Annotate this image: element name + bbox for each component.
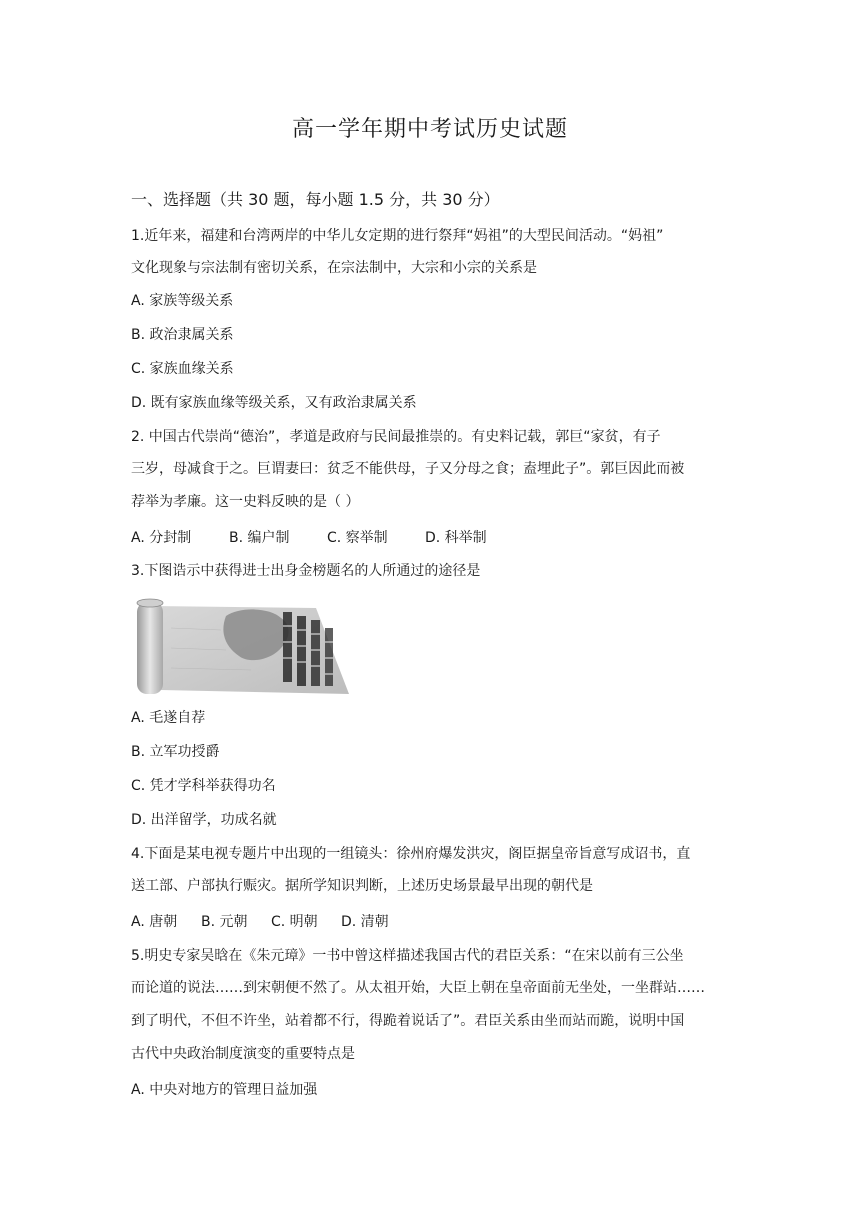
question-4-option-c: C. 明朝: [271, 914, 318, 930]
question-3-option-b: B. 立军功授爵: [131, 744, 220, 760]
question-5-text-line-4: 古代中央政治制度演变的重要特点是: [131, 1046, 355, 1062]
question-2-option-d: D. 科举制: [425, 530, 487, 546]
question-4-options: [131, 912, 389, 932]
section-heading: 一、选择题（共 30 题，每小题 1.5 分，共 30 分）: [131, 190, 500, 209]
question-1-text-line-1: 1.近年来，福建和台湾两岸的中华儿女定期的进行祭拜“妈祖”的大型民间活动。“妈祖”: [131, 228, 664, 244]
question-2-option-c: C. 察举制: [327, 530, 388, 546]
question-4-text-line-2: 送工部、户部执行赈灾。据所学知识判断，上述历史场景最早出现的朝代是: [131, 878, 593, 894]
question-2-options: [131, 528, 487, 548]
question-4-text-line-1: 4.下面是某电视专题片中出现的一组镜头：徐州府爆发洪灾，阁臣据皇帝旨意写成诏书，直: [131, 846, 691, 862]
question-1-text-line-2: 文化现象与宗法制有密切关系，在宗法制中，大宗和小宗的关系是: [131, 260, 537, 276]
question-2-option-b: B. 编户制: [229, 530, 290, 546]
question-4-option-b: B. 元朝: [201, 914, 248, 930]
question-2-option-a: A. 分封制: [131, 530, 192, 546]
question-5-text-line-2: 而论道的说法……到宋朝便不然了。从太祖开始，大臣上朝在皇帝面前无坐处，一坐群站……: [131, 980, 705, 996]
question-5-option-a: A. 中央对地方的管理日益加强: [131, 1082, 318, 1098]
question-2-text-line-1: 2. 中国古代崇尚“德治”，孝道是政府与民间最推崇的。有史料记载，郭巨“家贫，有子: [131, 429, 661, 445]
question-3-option-d: D. 出洋留学，功成名就: [131, 812, 277, 828]
question-1-option-d: D. 既有家族血缘等级关系，又有政治隶属关系: [131, 395, 417, 411]
question-3-option-a: A. 毛遂自荐: [131, 710, 206, 726]
question-3-text-line-1: 3.下图诰示中获得进士出身金榜题名的人所通过的途径是: [131, 563, 481, 579]
question-5-text-line-1: 5.明史专家吴晗在《朱元璋》一书中曾这样描述我国古代的君臣关系：“在宋以前有三公坐: [131, 948, 684, 964]
question-5-text-line-3: 到了明代，不但不许坐，站着都不行，得跪着说话了”。君臣关系由坐而站而跪，说明中国: [131, 1013, 685, 1029]
question-4-option-d: D. 清朝: [341, 914, 389, 930]
page-title: 高一学年期中考试历史试题: [291, 117, 568, 142]
question-4-option-a: A. 唐朝: [131, 914, 178, 930]
question-3-option-c: C. 凭才学科举获得功名: [131, 778, 276, 794]
question-2-text-line-2: 三岁，母减食于之。巨谓妻曰：贫乏不能供母，子又分母之食；盍埋此子”。郭巨因此而被: [131, 461, 685, 477]
scroll-photo: [131, 598, 351, 698]
question-2-text-line-3: 荐举为孝廉。这一史料反映的是（ ）: [131, 494, 360, 510]
question-1-option-b: B. 政治隶属关系: [131, 327, 234, 343]
question-1-option-c: C. 家族血缘关系: [131, 361, 234, 377]
question-1-option-a: A. 家族等级关系: [131, 293, 234, 309]
